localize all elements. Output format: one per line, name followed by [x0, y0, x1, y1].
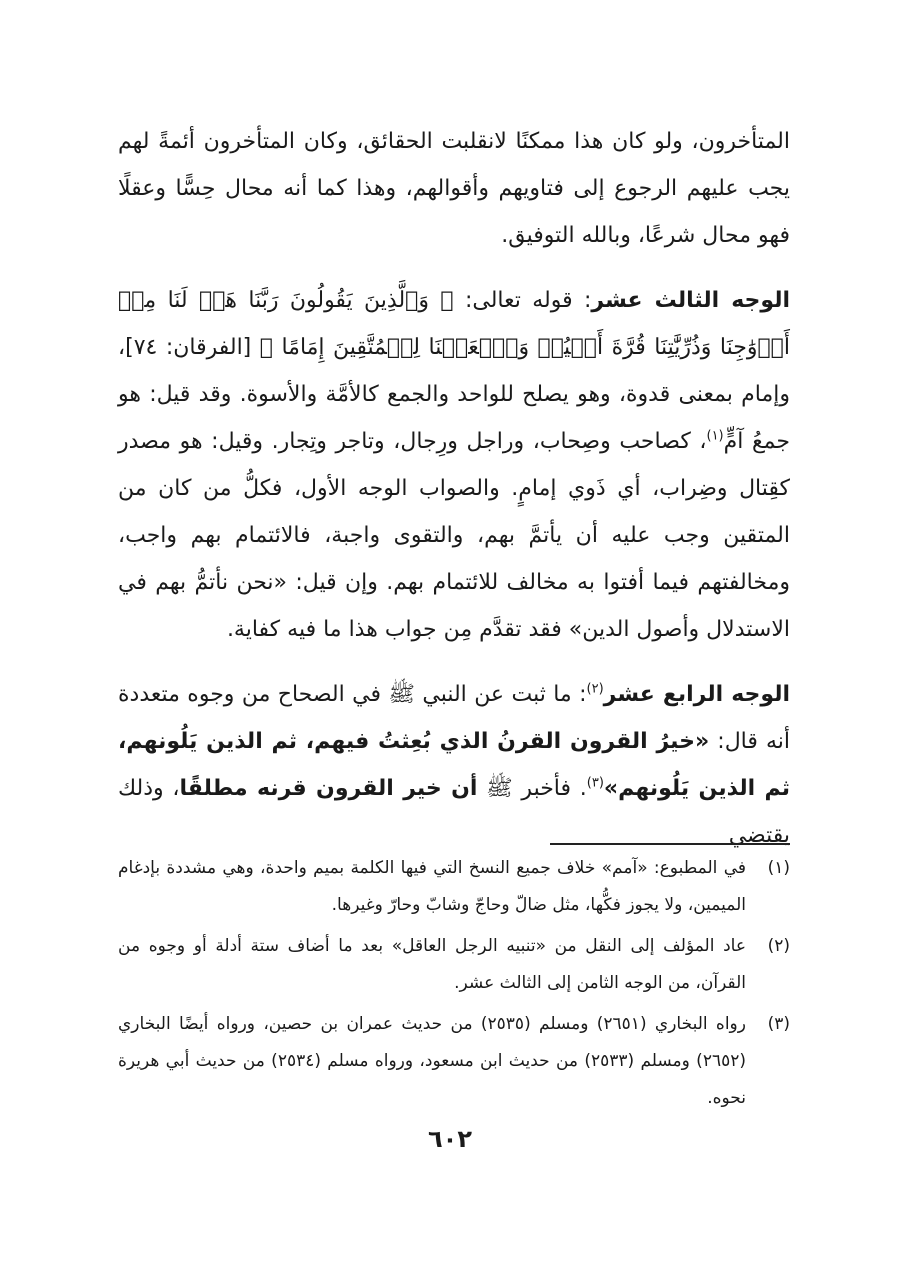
paragraph-1 [118, 118, 790, 259]
paragraph-3 [118, 671, 790, 859]
footnote-2 [118, 928, 790, 1002]
footnote-number: (١) [767, 858, 790, 878]
footnote-ref-3[interactable]: (٣) [586, 775, 604, 791]
footnote-ref-1[interactable]: (١) [706, 428, 724, 444]
footnote-ref-2[interactable]: (٢) [586, 681, 604, 697]
paragraph-2-intro: : قوله تعالى: [453, 288, 592, 313]
paragraph-3-text-c: ، وذلك يقتضي [118, 776, 790, 848]
footnote-text: في المطبوع: «آمم» خلاف جميع النسخ التي فيها الكلمة بميم واحدة، وهي مشددة بإدغام الميمين، ولا يجوز فكُّها، مثل ضالّ وحاجّ وشابّ وحارّ وغيرها. [118, 858, 746, 915]
paragraph-3-text-a: : ما ثبت عن النبي ﷺ في الصحاح من وجوه متعددة أنه قال: [118, 682, 791, 754]
paragraph-1-text: المتأخرون، ولو كان هذا ممكنًا لانقلبت الحقائق، وكان المتأخرون أئمةً لهم يجب عليهم الرجوع إلى فتاويهم وأقوالهم، وهذا كما أنه محال حِسًّا وعقلًا فهو محال شرعًا، وبالله التوفيق. [118, 129, 790, 248]
section-heading-13: الوجه الثالث عشر [591, 288, 790, 313]
footnote-1 [118, 850, 790, 924]
paragraph-3-text-b: . فأخبر ﷺ [477, 776, 587, 801]
main-text [118, 118, 790, 859]
footnote-text: رواه البخاري (٢٦٥١) ومسلم (٢٥٣٥) من حديث عمران بن حصين، ورواه أيضًا البخاري (٢٦٥٢) ومسلم (٢٥٣٣) من حديث ابن مسعود، ورواه مسلم (٢٥٣٤) من حديث أبي هريرة نحوه. [118, 1014, 746, 1108]
paragraph-2-text-b: ، كصاحب وصِحاب، وراجل ورِجال، وتاجر وتِجار. وقيل: هو مصدر كقِتال وضِراب، أي ذَوي إمامٍ. والصواب الوجه الأول، فكلُّ من كان من المتقين وجب عليه أن يأتمَّ بهم، والتقوى واجبة، فالائتمام بهم واجب، ومخالفتهم فيما أفتوا به مخالف للائتمام بهم. وإن قيل: «نحن نأتمُّ بهم في الاستدلال وأصول الدين» فقد تقدَّم مِن جواب هذا ما فيه كفاية. [118, 429, 790, 642]
footnote-number: (٢) [767, 936, 790, 956]
paragraph-3-bold: أن خير القرون قرنه مطلقًا [179, 776, 478, 801]
footnote-number: (٣) [767, 1014, 790, 1034]
hadith-quote: «خيرُ القرون القرنُ الذي بُعِثتُ فيهم، ثم الذين يَلُونهم، ثم الذين يَلُونهم» [118, 729, 791, 801]
footnote-text: عاد المؤلف إلى النقل من «تنبيه الرجل العاقل» بعد ما أضاف ستة أدلة أو وجوه من القرآن، من الوجه الثامن إلى الثالث عشر. [118, 936, 746, 993]
footnotes [118, 850, 790, 1121]
paragraph-2 [118, 277, 790, 653]
page-number: ٦٠٢ [428, 1125, 472, 1153]
footnote-3 [118, 1006, 790, 1117]
quran-verse: ﴿ وَٱلَّذِينَ يَقُولُونَ رَبَّنَا هَبۡ لَنَا مِنۡ أَزۡوَٰجِنَا وَذُرِّيَّٰتِنَا قُرَّةَ أَعۡيُنٖ وَٱجۡعَلۡنَا لِلۡمُتَّقِينَ إِمَامًا ﴾ [118, 288, 790, 360]
footnote-divider [550, 843, 790, 845]
paragraph-2-text-a: [الفرقان: ٧٤]، وإمام بمعنى قدوة، وهو يصلح للواحد والجمع كالأمَّة والأسوة. وقد قيل: هو جمعُ آمٍّ [118, 335, 790, 454]
section-heading-14: الوجه الرابع عشر [603, 682, 791, 707]
